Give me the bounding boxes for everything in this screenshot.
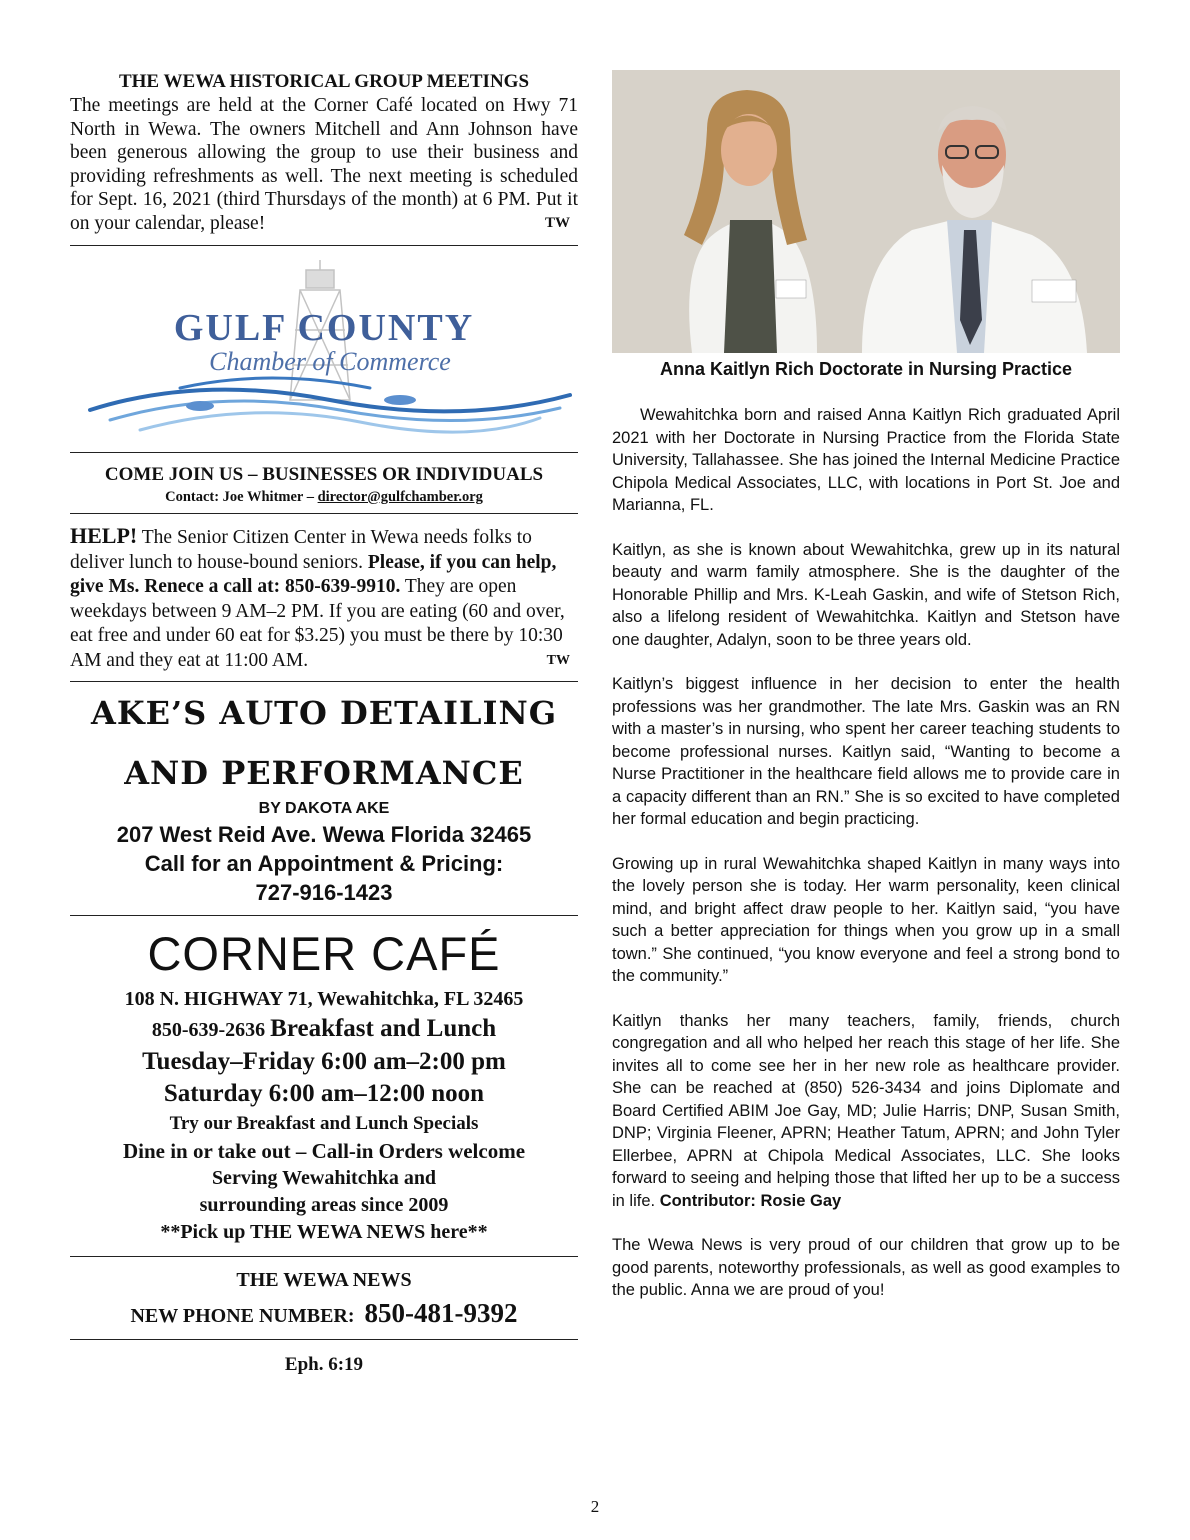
article-paragraph-5-text: Kaitlyn thanks her many teachers, family, friends, church congregation and all who helped her reach this stage of her life. She invites all to come see her in her new role as healthcare provider. She can be reached at (850) 526-3434 and joins Diplomate and Board Certified ABIM Joe Gay, MD; Julie Harris; DNP, Susan Smith, DNP; Virginia Fleener, APRN; Heather Tatum, APRN; and John Tyler Ellerbee, APRN at Chipola Medical Associates, LLC. She looks forward to seeing and helping those that lifted her up to be a success in life. xyxy=(612,1011,1120,1210)
divider xyxy=(70,1339,578,1340)
chamber-contact-prefix: Contact: Joe Whitmer – xyxy=(165,489,318,505)
article-paragraph: Wewahitchka born and raised Anna Kaitlyn Rich graduated April 2021 with her Doctorate in Nursing Practice from the Florida State University, Tallahassee. She has joined the Internal Medicine Practice Chipola Medical Associates, LLC, with locations in Port St. Joe and Marianna, FL. xyxy=(612,406,1120,514)
ake-title2: AND PERFORMANCE xyxy=(124,754,524,792)
ake-call: Call for an Appointment & Pricing: xyxy=(144,851,504,876)
photo-caption: Anna Kaitlyn Rich Doctorate in Nursing Practice xyxy=(659,359,1073,379)
ake-ad xyxy=(70,694,578,907)
ake-phone: 727-916-1423 xyxy=(255,880,393,905)
divider xyxy=(70,513,578,514)
article-body xyxy=(612,404,1120,1302)
help-text1: The Senior Citizen Center in Wewa needs folks to deliver lunch to house-bound seniors. xyxy=(70,527,532,573)
article-paragraph: The Wewa News is very proud of our children that grow up to be good parents, noteworthy professionals, as well as good examples to the public. Anna we are proud of you! xyxy=(612,1236,1120,1299)
article-contributor: Contributor: Rosie Gay xyxy=(659,1191,842,1210)
chamber-logo-line1: GULF COUNTY xyxy=(173,307,475,349)
help-notice xyxy=(70,524,578,673)
cafe-serving2: surrounding areas since 2009 xyxy=(199,1194,449,1216)
page-number: 2 xyxy=(590,1497,600,1516)
help-lead: HELP! xyxy=(70,523,138,548)
historical-signature: TW xyxy=(544,214,570,231)
wewa-news-phone: 850-481-9392 xyxy=(364,1298,518,1328)
ake-by: BY DAKOTA AKE xyxy=(258,800,390,817)
cafe-meals: Breakfast and Lunch xyxy=(270,1015,497,1042)
cafe-hours-weekday: Tuesday–Friday 6:00 am–2:00 pm xyxy=(142,1048,506,1075)
cafe-phone-line xyxy=(70,1013,578,1046)
article-paragraph-5 xyxy=(612,1010,1120,1213)
chamber-join: COME JOIN US – BUSINESSES OR INDIVIDUALS xyxy=(104,464,544,485)
article-photo xyxy=(612,70,1120,353)
corner-cafe-ad xyxy=(70,926,578,1246)
chamber-logo xyxy=(70,260,578,440)
right-column xyxy=(612,70,1120,1324)
historical-title: THE WEWA HISTORICAL GROUP MEETINGS xyxy=(118,71,530,92)
help-call: Please, if you can help, give Ms. Renece a call at: 850-639-9910. xyxy=(70,551,557,597)
divider xyxy=(70,915,578,916)
chamber-email-link[interactable]: director@gulfchamber.org xyxy=(317,489,483,505)
cafe-pickup: **Pick up THE WEWA NEWS here** xyxy=(160,1221,488,1243)
help-text2: They are open weekdays between 9 AM–2 PM. If you are eating (60 and over, eat free and under 60 eat for $3.25) you must be there by 10:30 AM and they eat at 11:00 AM. xyxy=(70,576,565,671)
chamber-logo-graphic xyxy=(70,260,578,440)
cafe-specials: Try our Breakfast and Lunch Specials xyxy=(169,1113,479,1134)
divider xyxy=(70,452,578,453)
cafe-phone: 850-639-2636 xyxy=(151,1019,266,1041)
help-signature: TW xyxy=(546,652,570,668)
article-paragraph: Kaitlyn, as she is known about Wewahitchka, grew up in its natural beauty and warm family atmosphere. She is the daughter of the Honorable Phillip and Mrs. K-Leah Gaskin, and wife of Stetson Rich, also a lifelong resident of Wewahitchka. Kaitlyn and Stetson have one daughter, Adalyn, soon to be three years old. xyxy=(612,540,1120,649)
wewa-news-phone-line xyxy=(70,1298,578,1329)
cafe-title: CORNER CAFÉ xyxy=(147,927,501,980)
wewa-news-phone-label: NEW PHONE NUMBER: xyxy=(130,1305,355,1327)
cafe-hours-saturday: Saturday 6:00 am–12:00 noon xyxy=(163,1080,485,1107)
ake-title1: AKE’S AUTO DETAILING xyxy=(90,694,558,732)
divider xyxy=(70,245,578,246)
cafe-serving1: Serving Wewahitchka and xyxy=(211,1167,437,1189)
ake-address: 207 West Reid Ave. Wewa Florida 32465 xyxy=(116,822,532,847)
chamber-logo-line2: Chamber of Commerce xyxy=(209,347,451,376)
verse: Eph. 6:19 xyxy=(284,1354,364,1375)
historical-body xyxy=(70,94,578,235)
cafe-address: 108 N. HIGHWAY 71, Wewahitchka, FL 32465 xyxy=(124,988,524,1010)
chamber-contact xyxy=(70,487,578,507)
article-paragraph: Kaitlyn’s biggest influence in her decision to enter the health professions was her grandmother. The late Mrs. Gaskin was an RN with a master’s in nursing, who spent her career teaching students to become professional nurses. Kaitlyn said, “Wanting to become a Nurse Practitioner in the healthcare field allows me to provide care in a capacity different than an RN.” She is so excited to have completed her formal education and begin practicing. xyxy=(612,675,1120,828)
divider xyxy=(70,1256,578,1257)
left-column xyxy=(70,70,578,1376)
article-paragraph: Growing up in rural Wewahitchka shaped Kaitlyn in many ways into the lovely person she is today. Her warm personality, keen clinical mind, and bright affect draw people to her. Kaitlyn said, “you have such a better appreciation for things when you grow up in a small town.” She continued, “you know everyone and feel a strong bond to the community.” xyxy=(612,854,1120,985)
divider xyxy=(70,681,578,682)
cafe-dine: Dine in or take out – Call-in Orders welcome xyxy=(122,1139,526,1163)
wewa-news-title: THE WEWA NEWS xyxy=(236,1269,412,1291)
photo-graphic xyxy=(612,70,1120,353)
historical-body-text: The meetings are held at the Corner Café located on Hwy 71 North in Wewa. The owners Mitchell and Ann Johnson have been generous allowing the group to use their business and providing refreshments as well. The next meeting is scheduled for Sept. 16, 2021 (third Thursdays of the month) at 6 PM. Put it on your calendar, please! xyxy=(70,95,578,234)
